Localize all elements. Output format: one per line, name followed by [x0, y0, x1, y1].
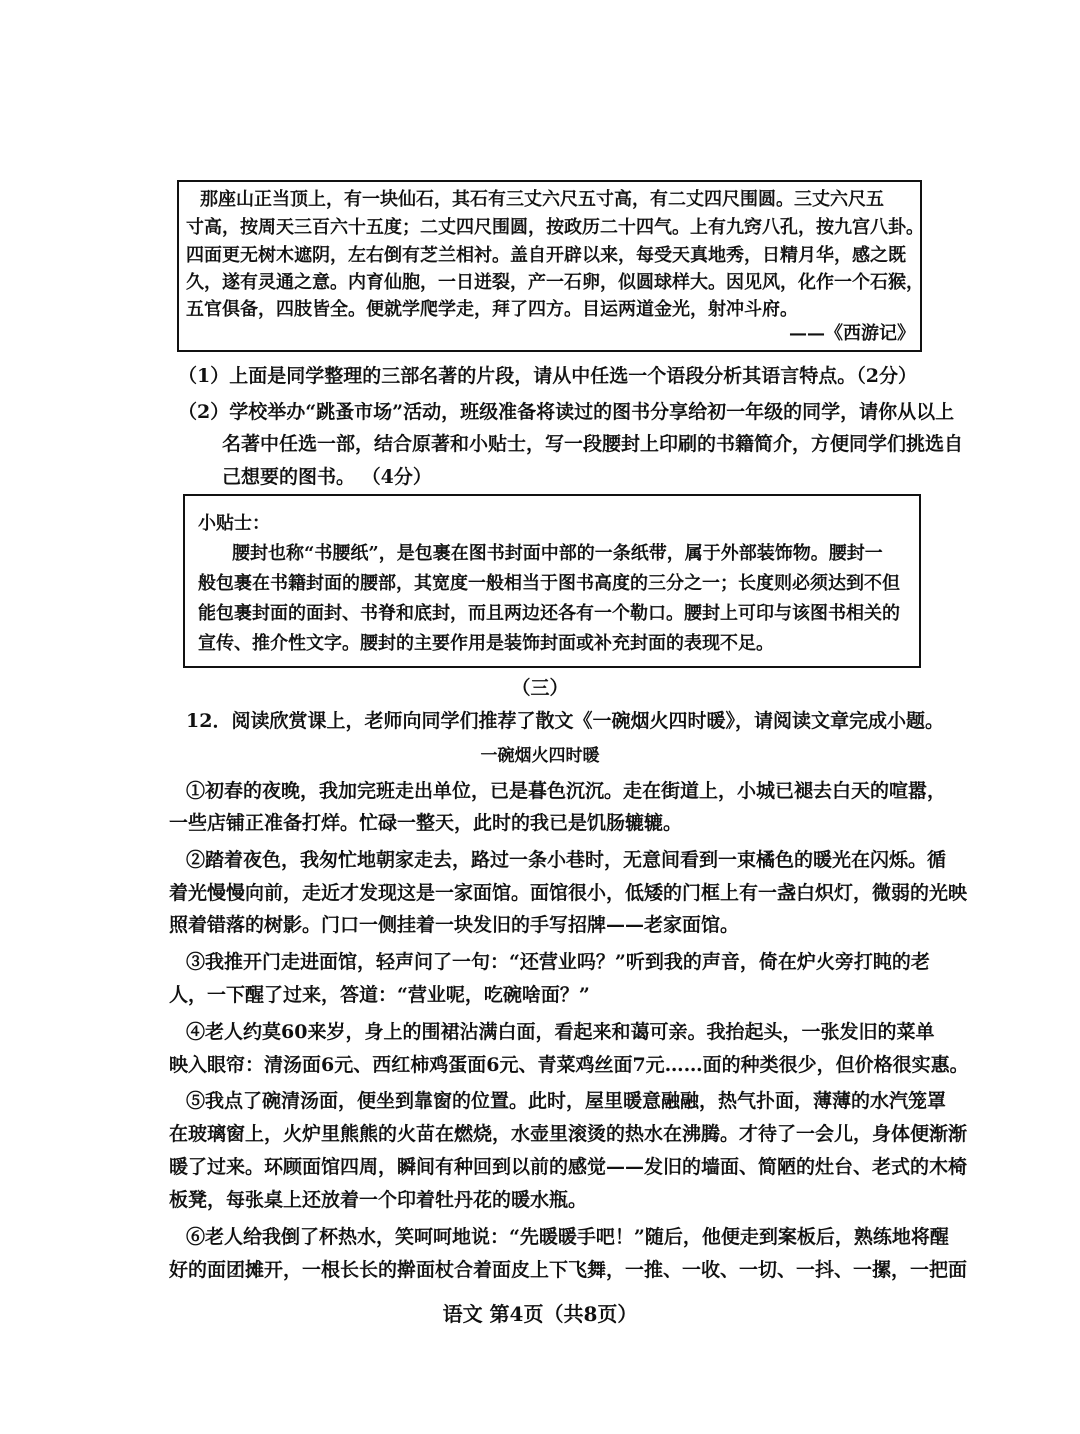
question-2-line: 名著中任选一部，结合原著和小贴士，写一段腰封上印刷的书籍简介，方便同学们挑选自: [222, 433, 964, 455]
excerpt-line: 那座山正当顶上，有一块仙石，其石有三丈六尺五寸高，有二丈四尺围圆。三丈六尺五: [200, 189, 884, 210]
excerpt-line: 久，遂有灵通之意。内育仙胞，一日迸裂，产一石卵，似圆球样大。因见风，化作一个石猴，: [186, 272, 924, 293]
excerpt-line: 寸高，按周天三百六十五度；二丈四尺围圆，按政历二十四气。上有九窍八孔，按九宫八卦。: [186, 217, 924, 238]
question-2-line: （2）学校举办“跳蚤市场”活动，班级准备将读过的图书分享给初一年级的同学，请你从以上: [178, 401, 955, 423]
tip-line: 宣传、推介性文字。腰封的主要作用是装饰封面或补充封面的表现不足。: [198, 633, 774, 654]
question-1: （1）上面是同学整理的三部名著的片段，请从中任选一个语段分析其语言特点。（2分）: [178, 365, 917, 387]
section-heading: （三）: [511, 677, 569, 699]
article-line: 照着错落的树影。门口一侧挂着一块发旧的手写招牌——老家面馆。: [169, 914, 740, 936]
article-line: 着光慢慢向前，走近才发现这是一家面馆。面馆很小，低矮的门框上有一盏白炽灯，微弱的光映: [169, 882, 968, 904]
tip-line: 般包裹在书籍封面的腰部，其宽度一般相当于图书高度的三分之一；长度则必须达到不但: [198, 573, 900, 594]
article-line: 在玻璃窗上，火炉里熊熊的火苗在燃烧，水壶里滚烫的热水在沸腾。才待了一会儿，身体便渐渐: [169, 1123, 968, 1145]
excerpt-line: 四面更无树木遮阴，左右倒有芝兰相衬。盖自开辟以来，每受天真地秀，日精月华，感之既: [186, 245, 906, 266]
article-line: 人，一下醒了过来，答道：“营业呢，吃碗啥面？”: [169, 984, 590, 1006]
article-line: 板凳，每张桌上还放着一个印着牡丹花的暖水瓶。: [169, 1189, 588, 1211]
article-line: ④老人约莫60来岁，身上的围裙沾满白面，看起来和蔼可亲。我抬起头，一张发旧的菜单: [186, 1021, 935, 1043]
tip-line: 能包裹封面的面封、书脊和底封，而且两边还各有一个勒口。腰封上可印与该图书相关的: [198, 603, 900, 624]
question-12: 12．阅读欣赏课上，老师向同学们推荐了散文《一碗烟火四时暖》，请阅读文章完成小题。: [186, 710, 944, 732]
question-2-line: 己想要的图书。 （4分）: [222, 466, 432, 488]
article-line: 好的面团摊开，一根长长的擀面杖合着面皮上下飞舞，一推、一收、一切、一抖、一摞，一把面: [169, 1259, 968, 1281]
article-title: 一碗烟火四时暖: [480, 746, 600, 766]
page-footer: 语文 第4页（共8页）: [442, 1302, 638, 1326]
article-line: ⑥老人给我倒了杯热水，笑呵呵地说：“先暖暖手吧！”随后，他便走到案板后，熟练地将醒: [186, 1226, 949, 1248]
tip-line: 腰封也称“书腰纸”，是包裹在图书封面中部的一条纸带，属于外部装饰物。腰封一: [232, 543, 883, 564]
article-line: ⑤我点了碗清汤面，便坐到靠窗的位置。此时，屋里暖意融融，热气扑面，薄薄的水汽笼罩: [186, 1090, 947, 1112]
article-line: ①初春的夜晚，我加完班走出单位，已是暮色沉沉。走在街道上，小城已褪去白天的喧嚣，: [186, 780, 947, 802]
article-line: 暖了过来。环顾面馆四周，瞬间有种回到以前的感觉——发旧的墙面、简陋的灶台、老式的木椅: [169, 1156, 968, 1178]
article-line: 一些店铺正准备打烊。忙碌一整天，此时的我已是饥肠辘辘。: [169, 812, 683, 834]
article-line: ③我推开门走进面馆，轻声问了一句：“还营业吗？”听到我的声音，倚在炉火旁打盹的老: [186, 951, 930, 973]
excerpt-line: 五官俱备，四肢皆全。便就学爬学走，拜了四方。目运两道金光，射冲斗府。: [186, 299, 798, 320]
article-line: 映入眼帘：清汤面6元、西红柿鸡蛋面6元、青菜鸡丝面7元……面的种类很少，但价格很实惠。: [169, 1054, 969, 1076]
article-line: ②踏着夜色，我匆忙地朝家走去，路过一条小巷时，无意间看到一束橘色的暖光在闪烁。循: [186, 849, 947, 871]
excerpt-source: ——《西游记》: [789, 323, 915, 344]
tip-title: 小贴士：: [198, 513, 270, 534]
